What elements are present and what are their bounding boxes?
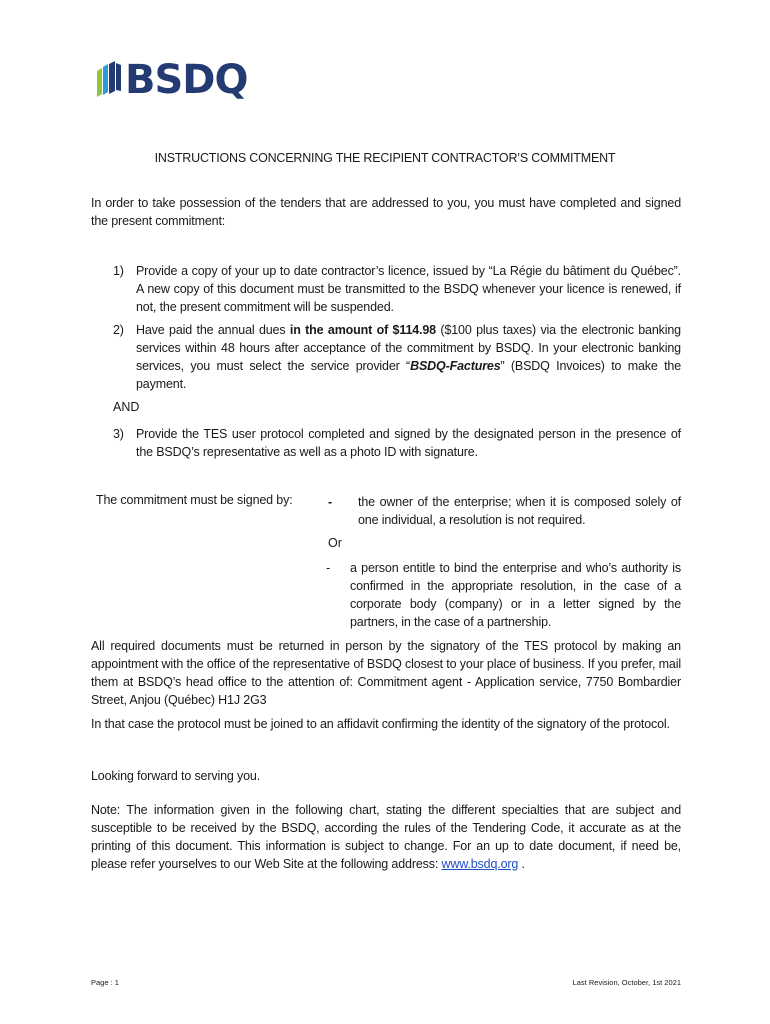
- return-documents-paragraph: All required documents must be returned in person by the signatory of the TES protocol by making an appointment with the office of the representative of BSDQ closest to your place of business. If you prefer, mail them at BSDQ’s head office to the attention of: Commitment agent - Application service, 7750 Bombardier Street, Anjou (Québec) H1J 2G3: [91, 639, 681, 707]
- dash-bullet: -: [326, 561, 331, 575]
- website-link[interactable]: www.bsdq.org: [441, 857, 519, 871]
- list-item-1: [113, 262, 681, 316]
- list-item-3: [113, 425, 681, 461]
- dues-amount: in the amount of $114.98: [289, 323, 436, 337]
- dues-text-pre: Have paid the annual dues: [136, 323, 290, 337]
- and-label: AND: [113, 400, 140, 414]
- signer-option-text: the owner of the enterprise; when it is composed solely of one individual, a resolution is not required.: [358, 495, 681, 527]
- list-item-text: [136, 321, 681, 393]
- note-text: Note: The information given in the following chart, stating the different specialties that are subject and susceptible to be received by the BSDQ, according the rules of the Tendering Code, it accurate as at the printing of this document. This information is subject to change. For an up to date document, if need be, please refer yourselves to our Web Site at the following address:: [91, 803, 681, 871]
- signer-option-authorized-person: [326, 559, 681, 631]
- last-revision: Last Revision, October, 1st 2021: [572, 978, 681, 987]
- list-item-text: Provide the TES user protocol completed and signed by the designated person in the presence of the BSDQ’s representative as well as a photo ID with signature.: [136, 427, 681, 459]
- dues-text-mid: ($100 plus taxes) via the electronic banking services within 48 hours after acceptance of the commitment by BSDQ. In your electronic banking services, you must select the service provider “: [136, 323, 681, 373]
- list-item-text: Provide a copy of your up to date contractor’s licence, issued by “La Régie du bâtiment du Québec”. A new copy of this document must be transmitted to the BSDQ whenever your licence is renewed, if not, the present commitment will be suspended.: [136, 264, 681, 314]
- logo-text: BSDQ: [125, 57, 248, 103]
- logo-mark-icon: [95, 61, 123, 99]
- service-provider-name: BSDQ-Factures: [410, 359, 501, 373]
- intro-paragraph: In order to take possession of the tenders that are addressed to you, you must have completed and signed the present commitment:: [91, 196, 681, 228]
- bsdq-logo: [95, 57, 248, 103]
- signer-option-owner: [328, 493, 681, 529]
- dash-bullet: -: [328, 495, 333, 509]
- document-title: INSTRUCTIONS CONCERNING THE RECIPIENT CONTRACTOR’S COMMITMENT: [154, 151, 616, 165]
- page-number: Page : 1: [91, 978, 119, 987]
- list-number: 3): [113, 427, 124, 441]
- or-label: Or: [328, 536, 342, 550]
- dues-text-post: ” (BSDQ Invoices) to make the payment.: [136, 359, 681, 391]
- list-number: 1): [113, 264, 124, 278]
- signed-by-label: The commitment must be signed by:: [96, 493, 293, 507]
- affidavit-paragraph: In that case the protocol must be joined to an affidavit confirming the identity of the signatory of the protocol.: [91, 717, 670, 731]
- note-paragraph: [91, 801, 681, 873]
- list-item-2: [113, 321, 681, 393]
- list-number: 2): [113, 323, 124, 337]
- closing-paragraph: Looking forward to serving you.: [91, 769, 261, 783]
- signer-option-text: a person entitle to bind the enterprise and who’s authority is confirmed in the appropriate resolution, in the case of a corporate body (company) or in a letter signed by the partners, in the case of a partnership.: [350, 561, 681, 629]
- note-trailing: .: [518, 857, 525, 871]
